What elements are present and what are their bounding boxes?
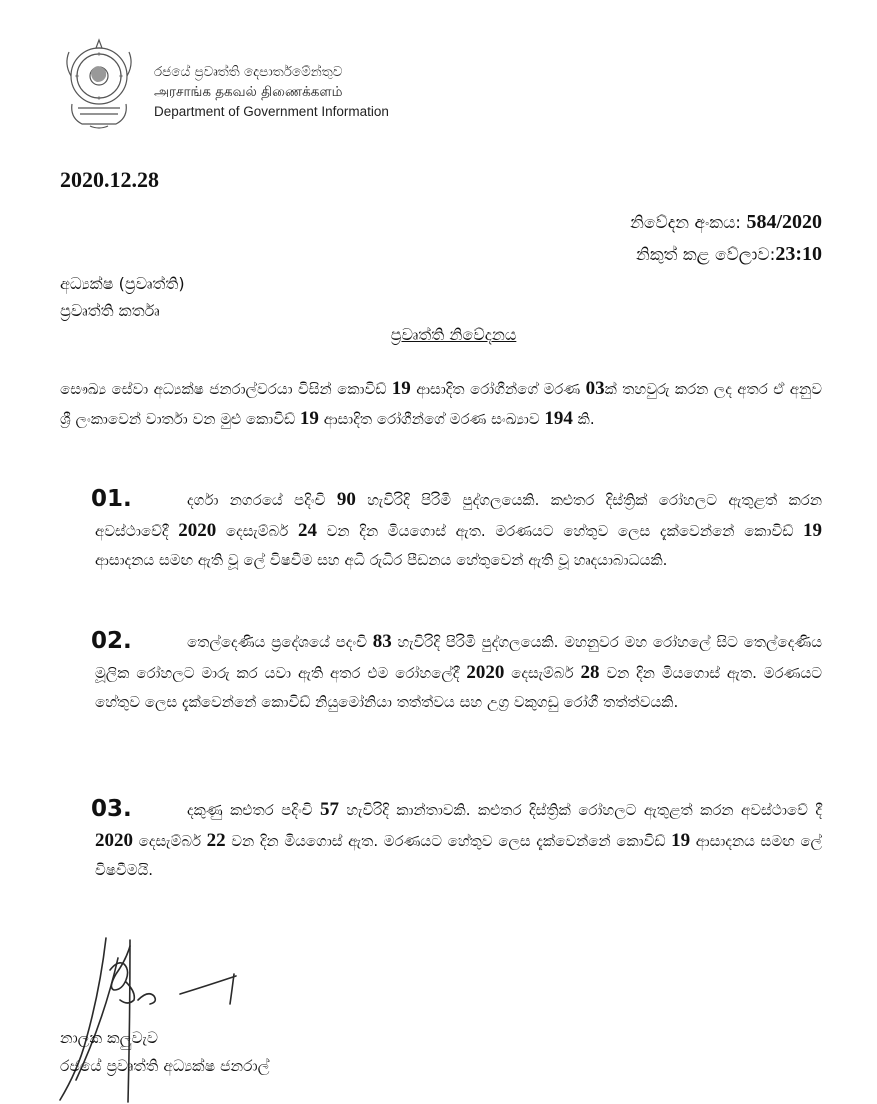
release-info <box>630 207 822 271</box>
list-item-body: දකුණු කළුතර පදිංචි 57 හැවිරිදි කාන්තාවකි. කළුතර දිස්ත්‍රික් රෝහලට ඇතුළත් කරන අවස්ථාවේ දී 2020 දෙසැම්බර් 22 වන දින මියගොස් ඇත. මරණයට හේතුව ලෙස දැක්වෙන්නේ කොවිඩ් 19 ආසාදනය සමඟ ලේ විෂවීමයි. <box>95 799 823 879</box>
list-item <box>91 485 822 576</box>
release-time: 23:10 <box>775 243 822 265</box>
release-time-label: නිකුත් කළ වේලාව: <box>636 245 776 265</box>
addressee <box>60 270 185 324</box>
list-item-body: තෙල්දෙණිය ප්‍රදේශයේ පදංචි 83 හැවිරිදි පිරිමි පුද්ගලයෙකි. මහනුවර මහ රෝහලේ සිට තෙල්දෙණිය මූලික රෝහලට මාරු කර යවා ඇති අතර එම රෝහලේදී 2020 දෙසැම්බර් 28 වන දින මියගොස් ඇත. මරණයට හේතුව ලෙස දැක්වෙන්නේ කොවිඩ් නියුමෝනියා තත්ත්වය සහ උග්‍ර වකුගඩු රෝගී තත්ත්වයකි. <box>95 631 823 711</box>
addressee-line-1: අධ්‍යක්ෂ (ප්‍රවෘත්ති) <box>60 274 185 293</box>
intro-text: කි. <box>572 410 595 428</box>
signatory <box>60 1024 269 1080</box>
document-heading <box>0 325 877 345</box>
department-name-english: Department of Government Information <box>154 104 389 119</box>
list-item-index: 01. <box>91 486 132 512</box>
list-item-body: දර්ගා නගරයේ පදිංචි 90 හැවිරිදි පිරිමි පුද්ගලයෙකි. කළුතර දිස්ත්‍රික් රෝහලට ඇතුළත් කරන අවස්ථාවේදී 2020 දෙසැම්බර් 24 වන දින මියගොස් ඇත. මරණයට හේතුව ලෙස දැක්වෙන්නේ කොවිඩ් 19 ආසාදනය සමඟ ඇති වූ ලේ විෂවීම සහ අධි රුධිර පීඩනය හේතුවෙන් ඇති වූ හෘදයාබාධයකි. <box>95 489 823 569</box>
list-item-index: 02. <box>91 628 132 654</box>
department-name-tamil: அரசாங்க தகவல் திணைக்களம் <box>154 84 343 100</box>
document-heading-text: ප්‍රවෘත්ති නිවේදනය <box>390 325 517 344</box>
intro-text: ක් තහවුරු කරන ලද අතර ඒ අනුව ශ්‍රී ලංකාවෙන් වාර්තා වන මුළු කොවිඩ් <box>60 380 823 428</box>
signatory-name: නාලක කලුවැව <box>60 1029 159 1047</box>
intro-number: 03 <box>585 378 605 399</box>
intro-text: ආසාදිත රෝගීන්ගේ මරණ <box>410 380 586 398</box>
list-item <box>91 627 822 718</box>
release-time-line <box>630 239 822 271</box>
intro-text: සෞඛ්‍ය සේවා අධ්‍යක්ෂ ජනරාල්වරයා විසින් කොවිඩ් <box>60 380 392 398</box>
intro-text: ආසාදිත රෝගීන්ගේ මරණ සංඛ්‍යාව <box>318 410 545 428</box>
department-name <box>154 62 389 122</box>
addressee-line-2: ප්‍රවෘත්ති කර්තෘ <box>60 301 160 320</box>
signatory-title: රජයේ ප්‍රවෘත්ති අධ්‍යක්ෂ ජනරාල් <box>60 1057 270 1075</box>
intro-total-deaths: 194 <box>544 408 573 429</box>
release-number-line <box>630 207 822 239</box>
sri-lanka-emblem-icon <box>60 34 138 130</box>
list-item <box>91 795 822 886</box>
list-item-index: 03. <box>91 796 132 822</box>
intro-paragraph <box>60 374 822 434</box>
department-name-sinhala: රජයේ ප්‍රවෘත්ති දෙපාර්තමේන්තුව <box>154 64 343 80</box>
release-number: 584/2020 <box>746 211 822 233</box>
release-number-label: නිවේදන අංකය: <box>630 213 747 233</box>
release-date: 2020.12.28 <box>60 167 159 192</box>
intro-number: 19 <box>391 378 411 399</box>
intro-number: 19 <box>299 408 319 429</box>
